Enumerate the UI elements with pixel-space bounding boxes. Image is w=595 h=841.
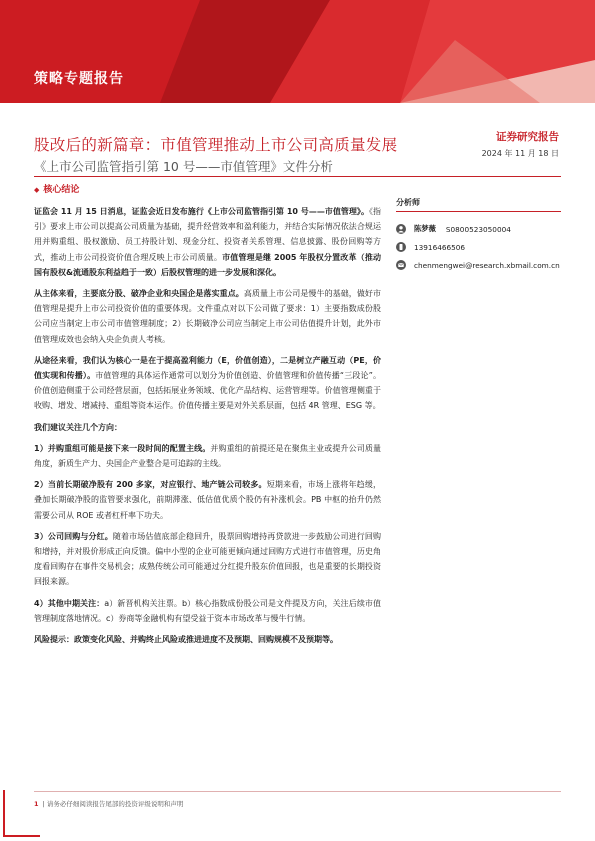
diamond-icon: ◆ xyxy=(34,186,40,194)
paragraph xyxy=(34,204,381,280)
section-heading xyxy=(34,182,79,195)
analyst-cert: S0800523050004 xyxy=(445,224,511,234)
page-number: 1 xyxy=(34,800,39,808)
paragraph-body: a）新晋机构关注票。b）核心指数成份股公司是文件提及方向，关注后续市值管理制度落地情况。c）券商等金融机构有望受益于资本市场改革与慢牛行情。 xyxy=(34,598,381,623)
paragraph-body: 短期来看，市场上涨将年趋缓，叠加长期破净股的监管要求强化，前期滞涨、低估值优质个股仍有补涨机会。PB 中枢的抬升仍然需要公司从 ROE 或者杠杆率下功夫。 xyxy=(34,480,382,520)
paragraph xyxy=(34,596,381,626)
paragraph xyxy=(34,353,381,414)
paragraph xyxy=(34,529,381,590)
analyst-heading: 分析师 xyxy=(396,197,561,212)
paragraph-lead: 从主体来看，主要底分股、破净企业和央国企是落实重点。 xyxy=(34,289,244,299)
paragraph-lead: 证监会 11 月 15 日消息，证监会近日发布施行《上市公司监管指引第 10 号——市值管理》。 xyxy=(34,207,369,216)
brand-label: 证券研究报告 xyxy=(496,131,559,143)
paragraph-lead: 从途径来看，我们认为核心一是在于提高盈利能力（E，价值创造），二是树立产融互动（PE，价值实现和传播）。 xyxy=(34,355,381,381)
page-title: 股改后的新篇章：市值管理推动上市公司高质量发展 xyxy=(34,136,398,154)
disclaimer-note: 请务必仔细阅读报告尾部的投资评级说明和声明 xyxy=(46,800,184,808)
paragraph-lead: 4）其他中期关注： xyxy=(34,598,105,608)
paragraph-lead: 风险提示：政策变化风险、并购终止风险或推进进度不及预期、回购规模不及预期等。 xyxy=(34,635,338,645)
paragraph-emphasis: 市值管理是继 2005 年股权分置改革（推动国有股权&流通股东利益趋于一致）后股权管理的进一步发展和深化。 xyxy=(34,252,382,277)
analyst-phone-row xyxy=(396,238,561,256)
analyst-name-row xyxy=(396,220,561,238)
analyst-name: 陈梦薇 xyxy=(414,224,436,233)
report-type: 策略专题报告 xyxy=(34,71,124,87)
paragraph xyxy=(34,420,381,435)
person-icon xyxy=(396,224,406,234)
report-date: 2024 年 11 月 18 日 xyxy=(481,149,559,158)
main-content xyxy=(34,204,381,653)
paragraph-body: 高质量上市公司是慢牛的基础，做好市值管理是提升上市公司投资价值的重要体现。文件重点对以下公司做了要求：1）主要指数成份股公司应当制定上市公司市值管理制度；2）长期破净公司应当制定上市公司估值提升计划，此外市值管理成效也会纳入央企负责人考核。 xyxy=(34,289,382,344)
paragraph-body: 随着市场估值底部企稳回升，股票回购增持再贷款进一步鼓励公司进行回购和增持，并对股价形成正向反馈。偏中小型的企业可能更倾向通过回购方式进行市值管理，历史角度看回购存在事件交易机会；成熟传统公司可能通过分红提升股东价值回报，也是重要的长期投资回报来源。 xyxy=(34,531,381,587)
footer: 1 | 请务必仔细阅读报告尾部的投资评级说明和声明 xyxy=(34,800,184,808)
paragraph xyxy=(34,286,381,347)
paragraph-lead: 3）公司回购与分红。 xyxy=(34,531,113,541)
analyst-email[interactable]: chenmengwei@research.xbmail.com.cn xyxy=(414,260,560,270)
phone-icon xyxy=(396,242,406,252)
footer-divider xyxy=(34,791,561,792)
paragraph-body: 市值管理的具体运作通常可以划分为价值创造、价值管理和价值传播“三段论”。价值创造侧重于公司经营层面，包括拓展业务领域、优化产品结构、运营管理等。价值管理侧重于收购、增发、增减持、重组等资本运作。价值传播主要是对外关系层面，包括 4R 管理、ESG 等。 xyxy=(34,371,381,411)
paragraph xyxy=(34,477,381,523)
analyst-phone: 13916466506 xyxy=(414,242,466,252)
paragraph-lead: 我们建议关注几个方向： xyxy=(34,422,122,432)
page-subtitle: 《上市公司监管指引第 10 号——市值管理》文件分析 xyxy=(34,159,333,174)
paragraph-body: 并购重组的前提还是在聚焦主业或提升公司质量角度，新质生产力、央国企产业整合是可追踪的主线。 xyxy=(34,443,381,469)
analyst-panel xyxy=(396,197,561,274)
email-icon xyxy=(396,260,406,270)
paragraph xyxy=(34,441,381,471)
header-banner xyxy=(0,0,595,103)
paragraph-lead: 1）并购重组可能是接下来一段时间的配置主线。 xyxy=(34,443,211,453)
analyst-email-row xyxy=(396,256,561,274)
paragraph-lead: 2）当前长期破净股有 200 多家，对应银行、地产链公司较多。 xyxy=(34,480,267,490)
corner-frame xyxy=(0,790,40,841)
section-label: 核心结论 xyxy=(43,185,80,195)
paragraph xyxy=(34,632,381,647)
title-divider xyxy=(34,176,561,177)
paragraph-body: 《指引》要求上市公司以提高公司质量为基础，提升经营效率和盈利能力，并结合实际情况依法合规运用并购重组、股权激励、员工持股计划、现金分红、投资者关系管理、信息披露、股份回购等方式，推动上市公司投资价值合理反映上市公司质量。 xyxy=(34,207,382,262)
